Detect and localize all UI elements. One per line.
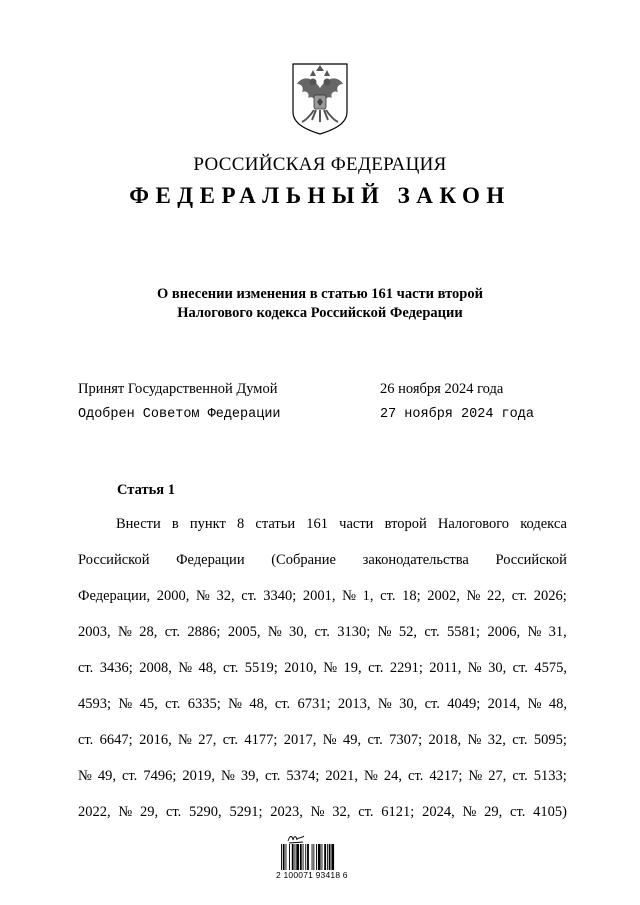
article-word: № xyxy=(178,660,193,676)
article-word: (Собрание xyxy=(271,552,336,568)
article-word: 5290, xyxy=(189,804,222,820)
article-word: № xyxy=(118,624,132,640)
article-word: 2013, xyxy=(337,696,371,712)
article-word: 27, xyxy=(488,768,507,784)
article-word: ст. xyxy=(122,768,138,784)
article-body xyxy=(78,512,567,836)
article-word: 2011, xyxy=(429,660,462,676)
article-word: 2022, xyxy=(78,804,111,820)
article-text-line xyxy=(78,512,567,548)
council-approval-label: Одобрен Советом Федерации xyxy=(78,407,281,422)
article-word: 19, xyxy=(343,660,362,676)
article-word: ст. xyxy=(510,804,526,820)
article-word: ст. xyxy=(265,768,281,784)
barcode-icon xyxy=(280,844,360,870)
article-word: № xyxy=(467,660,482,676)
article-word: 5374; xyxy=(286,768,320,784)
article-word: 48, xyxy=(548,696,567,712)
article-word: № xyxy=(322,732,337,748)
article-word: 6121; xyxy=(381,804,415,820)
article-word: ст. xyxy=(512,768,528,784)
article-word: № xyxy=(267,624,282,640)
article-word: 52, xyxy=(398,624,417,640)
article-word: 29, xyxy=(484,804,503,820)
article-word: 49, xyxy=(97,768,116,784)
article-word: 31, xyxy=(548,624,567,640)
article-word: 39, xyxy=(240,768,259,784)
article-word: 5291; xyxy=(229,804,263,820)
article-word: № xyxy=(527,696,542,712)
article-word: ст. xyxy=(241,588,257,604)
article-word: ст. xyxy=(222,732,239,748)
article-word: 2016, xyxy=(139,732,172,748)
article-word: пункт xyxy=(189,516,226,532)
article-word: 30, xyxy=(399,696,418,712)
article-word: 2023, xyxy=(270,804,303,820)
article-heading: Статья 1 xyxy=(117,482,175,498)
article-word: № xyxy=(78,768,92,784)
article-word: № xyxy=(377,696,392,712)
article-word: 2003, xyxy=(78,624,111,640)
article-word: 24, xyxy=(383,768,403,784)
article-word: ст. xyxy=(512,660,528,676)
article-text-line xyxy=(78,620,567,656)
article-text-line xyxy=(78,764,567,800)
barcode-number: 2 100071 93418 6 xyxy=(276,870,348,880)
article-word: 4575, xyxy=(534,660,567,676)
article-word: 8 xyxy=(237,516,245,532)
article-word: Федерации xyxy=(176,552,245,568)
article-word: № xyxy=(221,768,235,784)
article-text-line xyxy=(78,692,567,728)
article-word: 30, xyxy=(289,624,308,640)
article-word: № xyxy=(228,696,242,712)
article-word: ст. xyxy=(78,732,94,748)
article-word: 32, xyxy=(487,732,506,748)
article-text-line xyxy=(78,548,567,584)
article-word: 2019, xyxy=(182,768,215,784)
article-word: Российской xyxy=(495,552,567,568)
article-word: 2886; xyxy=(187,624,221,640)
article-word: Внести xyxy=(116,516,161,532)
article-word: 2001, xyxy=(302,588,336,604)
article-word: 4217; xyxy=(429,768,463,784)
article-word: 7496; xyxy=(143,768,177,784)
article-word: ст. xyxy=(368,660,384,676)
article-word: ст. xyxy=(358,804,374,820)
article-word: Российской xyxy=(78,552,150,568)
article-word: 27, xyxy=(198,732,217,748)
article-word: 2006, xyxy=(487,624,521,640)
article-word: 4105) xyxy=(533,804,567,820)
duma-adoption-date: 26 ноября 2024 года xyxy=(380,381,504,397)
article-word: ст. xyxy=(511,588,528,604)
article-word: 2017, xyxy=(283,732,317,748)
article-word: ст. xyxy=(165,804,182,820)
article-word: 2024, xyxy=(422,804,455,820)
article-word: № xyxy=(118,696,133,712)
article-word: 3436; xyxy=(99,660,133,676)
article-word: ст. xyxy=(314,624,330,640)
article-word: ст. xyxy=(164,624,181,640)
article-word: 6647; xyxy=(99,732,133,748)
article-word: № xyxy=(467,732,482,748)
article-word: 48, xyxy=(198,660,217,676)
article-word: 2018, xyxy=(428,732,462,748)
article-word: 29, xyxy=(140,804,159,820)
article-word: ст. xyxy=(78,660,94,676)
duma-adoption-label: Принят Государственной Думой xyxy=(78,381,278,397)
article-word: № xyxy=(377,624,392,640)
article-word: 4177; xyxy=(244,732,278,748)
law-title-line: Налогового кодекса Российской Федерации xyxy=(177,305,463,321)
article-word: № xyxy=(342,588,356,604)
article-word: ст. xyxy=(274,696,291,712)
article-word: 7307; xyxy=(389,732,423,748)
article-word: 3130; xyxy=(337,624,371,640)
article-text-line xyxy=(78,584,567,620)
article-word: 45, xyxy=(139,696,158,712)
article-word: второй xyxy=(384,516,427,532)
article-word: 18; xyxy=(402,588,421,604)
article-word: 2291; xyxy=(389,660,423,676)
article-word: 2014, xyxy=(487,696,521,712)
article-word: 6335; xyxy=(187,696,221,712)
article-word: 6731; xyxy=(297,696,331,712)
article-word: № xyxy=(323,660,338,676)
article-word: 2005, xyxy=(227,624,261,640)
article-word: 4049; xyxy=(447,696,481,712)
article-word: ст. xyxy=(512,732,528,748)
article-word: 28, xyxy=(139,624,158,640)
article-word: кодекса xyxy=(520,516,567,532)
article-word: Налогового xyxy=(437,516,510,532)
article-word: № xyxy=(527,624,542,640)
article-word: 5133; xyxy=(533,768,567,784)
article-word: 5095; xyxy=(533,732,567,748)
handwritten-initials-icon xyxy=(286,832,306,844)
article-word: № xyxy=(364,768,378,784)
article-word: 2002, xyxy=(427,588,460,604)
article-word: части xyxy=(339,516,374,532)
article-word: ст. xyxy=(424,624,440,640)
article-word: в xyxy=(171,516,179,532)
article-word: № xyxy=(310,804,325,820)
article-word: 2008, xyxy=(139,660,172,676)
article-word: 22, xyxy=(487,588,506,604)
article-word: 1, xyxy=(362,588,374,604)
article-word: 2010, xyxy=(284,660,317,676)
article-word: 2021, xyxy=(325,768,359,784)
article-word: 32, xyxy=(332,804,351,820)
council-approval-date: 27 ноября 2024 года xyxy=(380,407,534,422)
article-word: 3340; xyxy=(263,588,297,604)
article-word: 49, xyxy=(342,732,362,748)
law-title-line: О внесении изменения в статью 161 части второй xyxy=(157,286,483,302)
article-word: 2000, xyxy=(156,588,190,604)
article-word: 2026; xyxy=(533,588,567,604)
article-word: ст. xyxy=(223,660,239,676)
article-word: Федерации, xyxy=(78,588,151,604)
article-word: статьи xyxy=(255,516,296,532)
article-word: № xyxy=(468,768,483,784)
document-footer xyxy=(276,832,360,882)
article-word: 32, xyxy=(216,588,235,604)
article-word: ст. xyxy=(424,696,440,712)
article-word: № xyxy=(178,732,192,748)
article-word: ст. xyxy=(165,696,181,712)
article-word: 5519; xyxy=(244,660,278,676)
document-type: ФЕДЕРАЛЬНЫЙ ЗАКОН xyxy=(129,183,511,208)
russian-coat-of-arms-icon xyxy=(288,62,352,136)
article-word: № xyxy=(196,588,210,604)
article-word: 4593; xyxy=(78,696,112,712)
article-word: № xyxy=(118,804,133,820)
article-word: № xyxy=(466,588,481,604)
article-word: 30, xyxy=(488,660,507,676)
article-word: № xyxy=(462,804,477,820)
article-word: 5581; xyxy=(447,624,481,640)
article-text-line xyxy=(78,656,567,692)
law-title xyxy=(0,285,640,323)
article-word: 48, xyxy=(249,696,268,712)
article-word: ст. xyxy=(367,732,383,748)
country-name: РОССИЙСКАЯ ФЕДЕРАЦИЯ xyxy=(193,154,447,175)
article-text-line xyxy=(78,800,567,836)
article-text-line xyxy=(78,728,567,764)
article-word: ст. xyxy=(380,588,396,604)
article-word: законодательства xyxy=(362,552,469,568)
article-word: ст. xyxy=(408,768,424,784)
article-word: 161 xyxy=(306,516,329,532)
